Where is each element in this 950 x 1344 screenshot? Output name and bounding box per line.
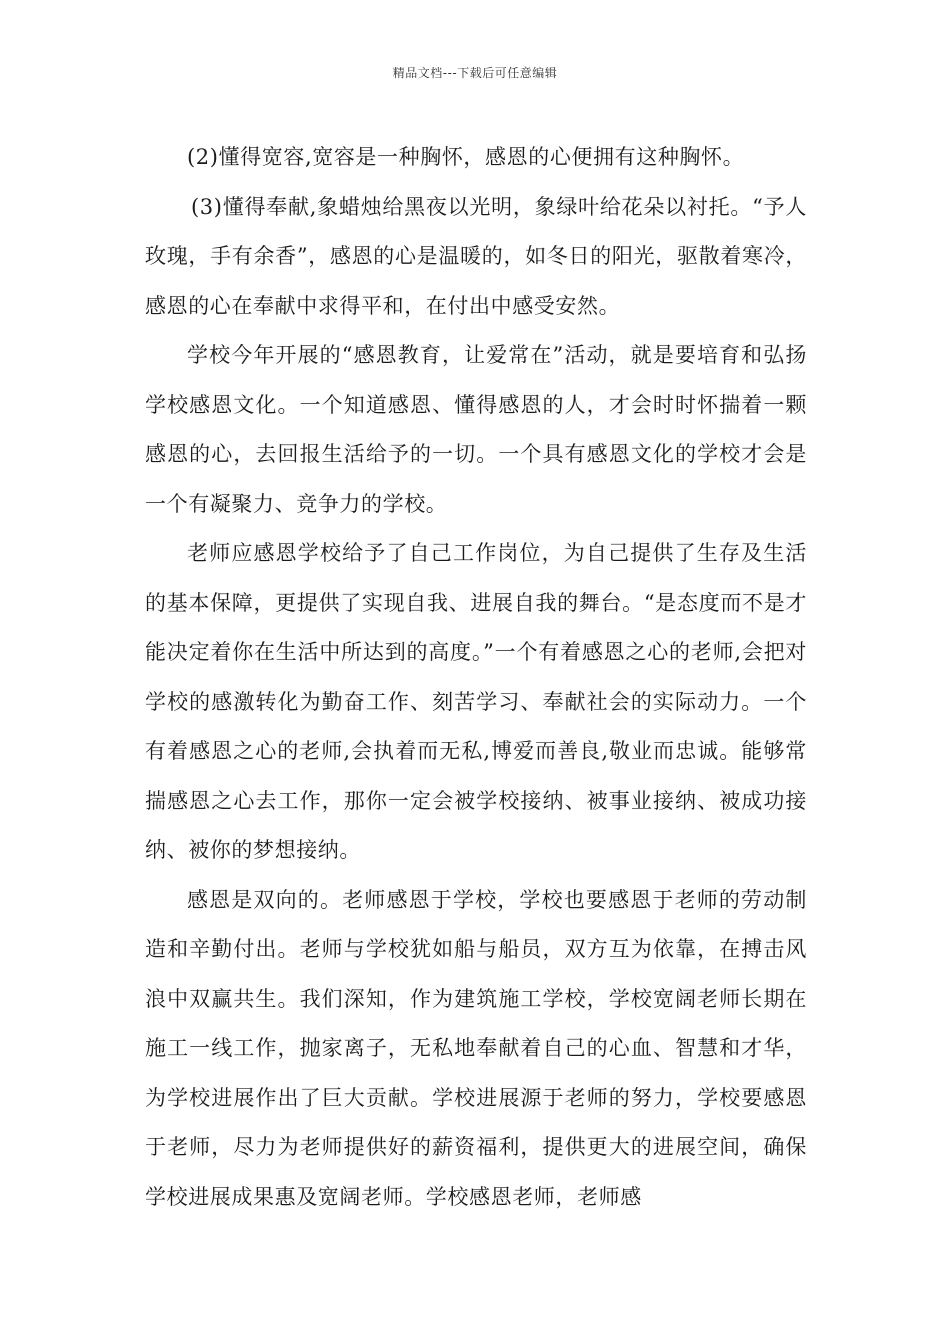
paragraph-school-activity: 学校今年开展的“感恩教育，让爱常在”活动，就是要培育和弘扬学校感恩文化。一个知道感恩、懂得感恩的人，才会时时怀揣着一颗感恩的心，去回报生活给予的一切。一个具有感恩文化的学校才会是一个有凝聚力、竞争力的学校。 [145,343,807,516]
page-header: 精品文档---下载后可任意编辑 [392,66,558,80]
paragraph-teacher-gratitude: 老师应感恩学校给予了自己工作岗位，为自己提供了生存及生活的基本保障，更提供了实现自我、进展自我的舞台。“是态度而不是才能决定着你在生活中所达到的高度。”一个有着感恩之心的老师,会把对学校的感激转化为勤奋工作、刻苦学习、奉献社会的实际动力。一个有着感恩之心的老师,会执着而无私,博爱而善良,敬业而忠诚。能够常揣感恩之心去工作，那你一定会被学校接纳、被事业接纳、被成功接纳、被你的梦想接纳。 [145,541,807,862]
paragraph-item-3: (3)懂得奉献,象蜡烛给黑夜以光明，象绿叶给花朵以衬托。“予人玫瑰，手有余香”，感恩的心是温暖的，如冬日的阳光，驱散着寒冷，感恩的心在奉献中求得平和，在付出中感受安然。 [145,194,807,318]
paragraph-mutual-gratitude: 感恩是双向的。老师感恩于学校，学校也要感恩于老师的劳动制造和辛勤付出。老师与学校犹如船与船员，双方互为依靠，在搏击风浪中双赢共生。我们深知，作为建筑施工学校，学校宽阔老师长期在施工一线工作，抛家离子，无私地奉献着自己的心血、智慧和才华，为学校进展作出了巨大贡献。学校进展源于老师的努力，学校要感恩于老师，尽力为老师提供好的薪资福利，提供更大的进展空间，确保学校进展成果惠及宽阔老师。学校感恩老师，老师感 [145,887,807,1209]
document-body [145,133,807,1222]
paragraph-item-2: (2)懂得宽容,宽容是一种胸怀，感恩的心便拥有这种胸怀。 [187,145,745,169]
